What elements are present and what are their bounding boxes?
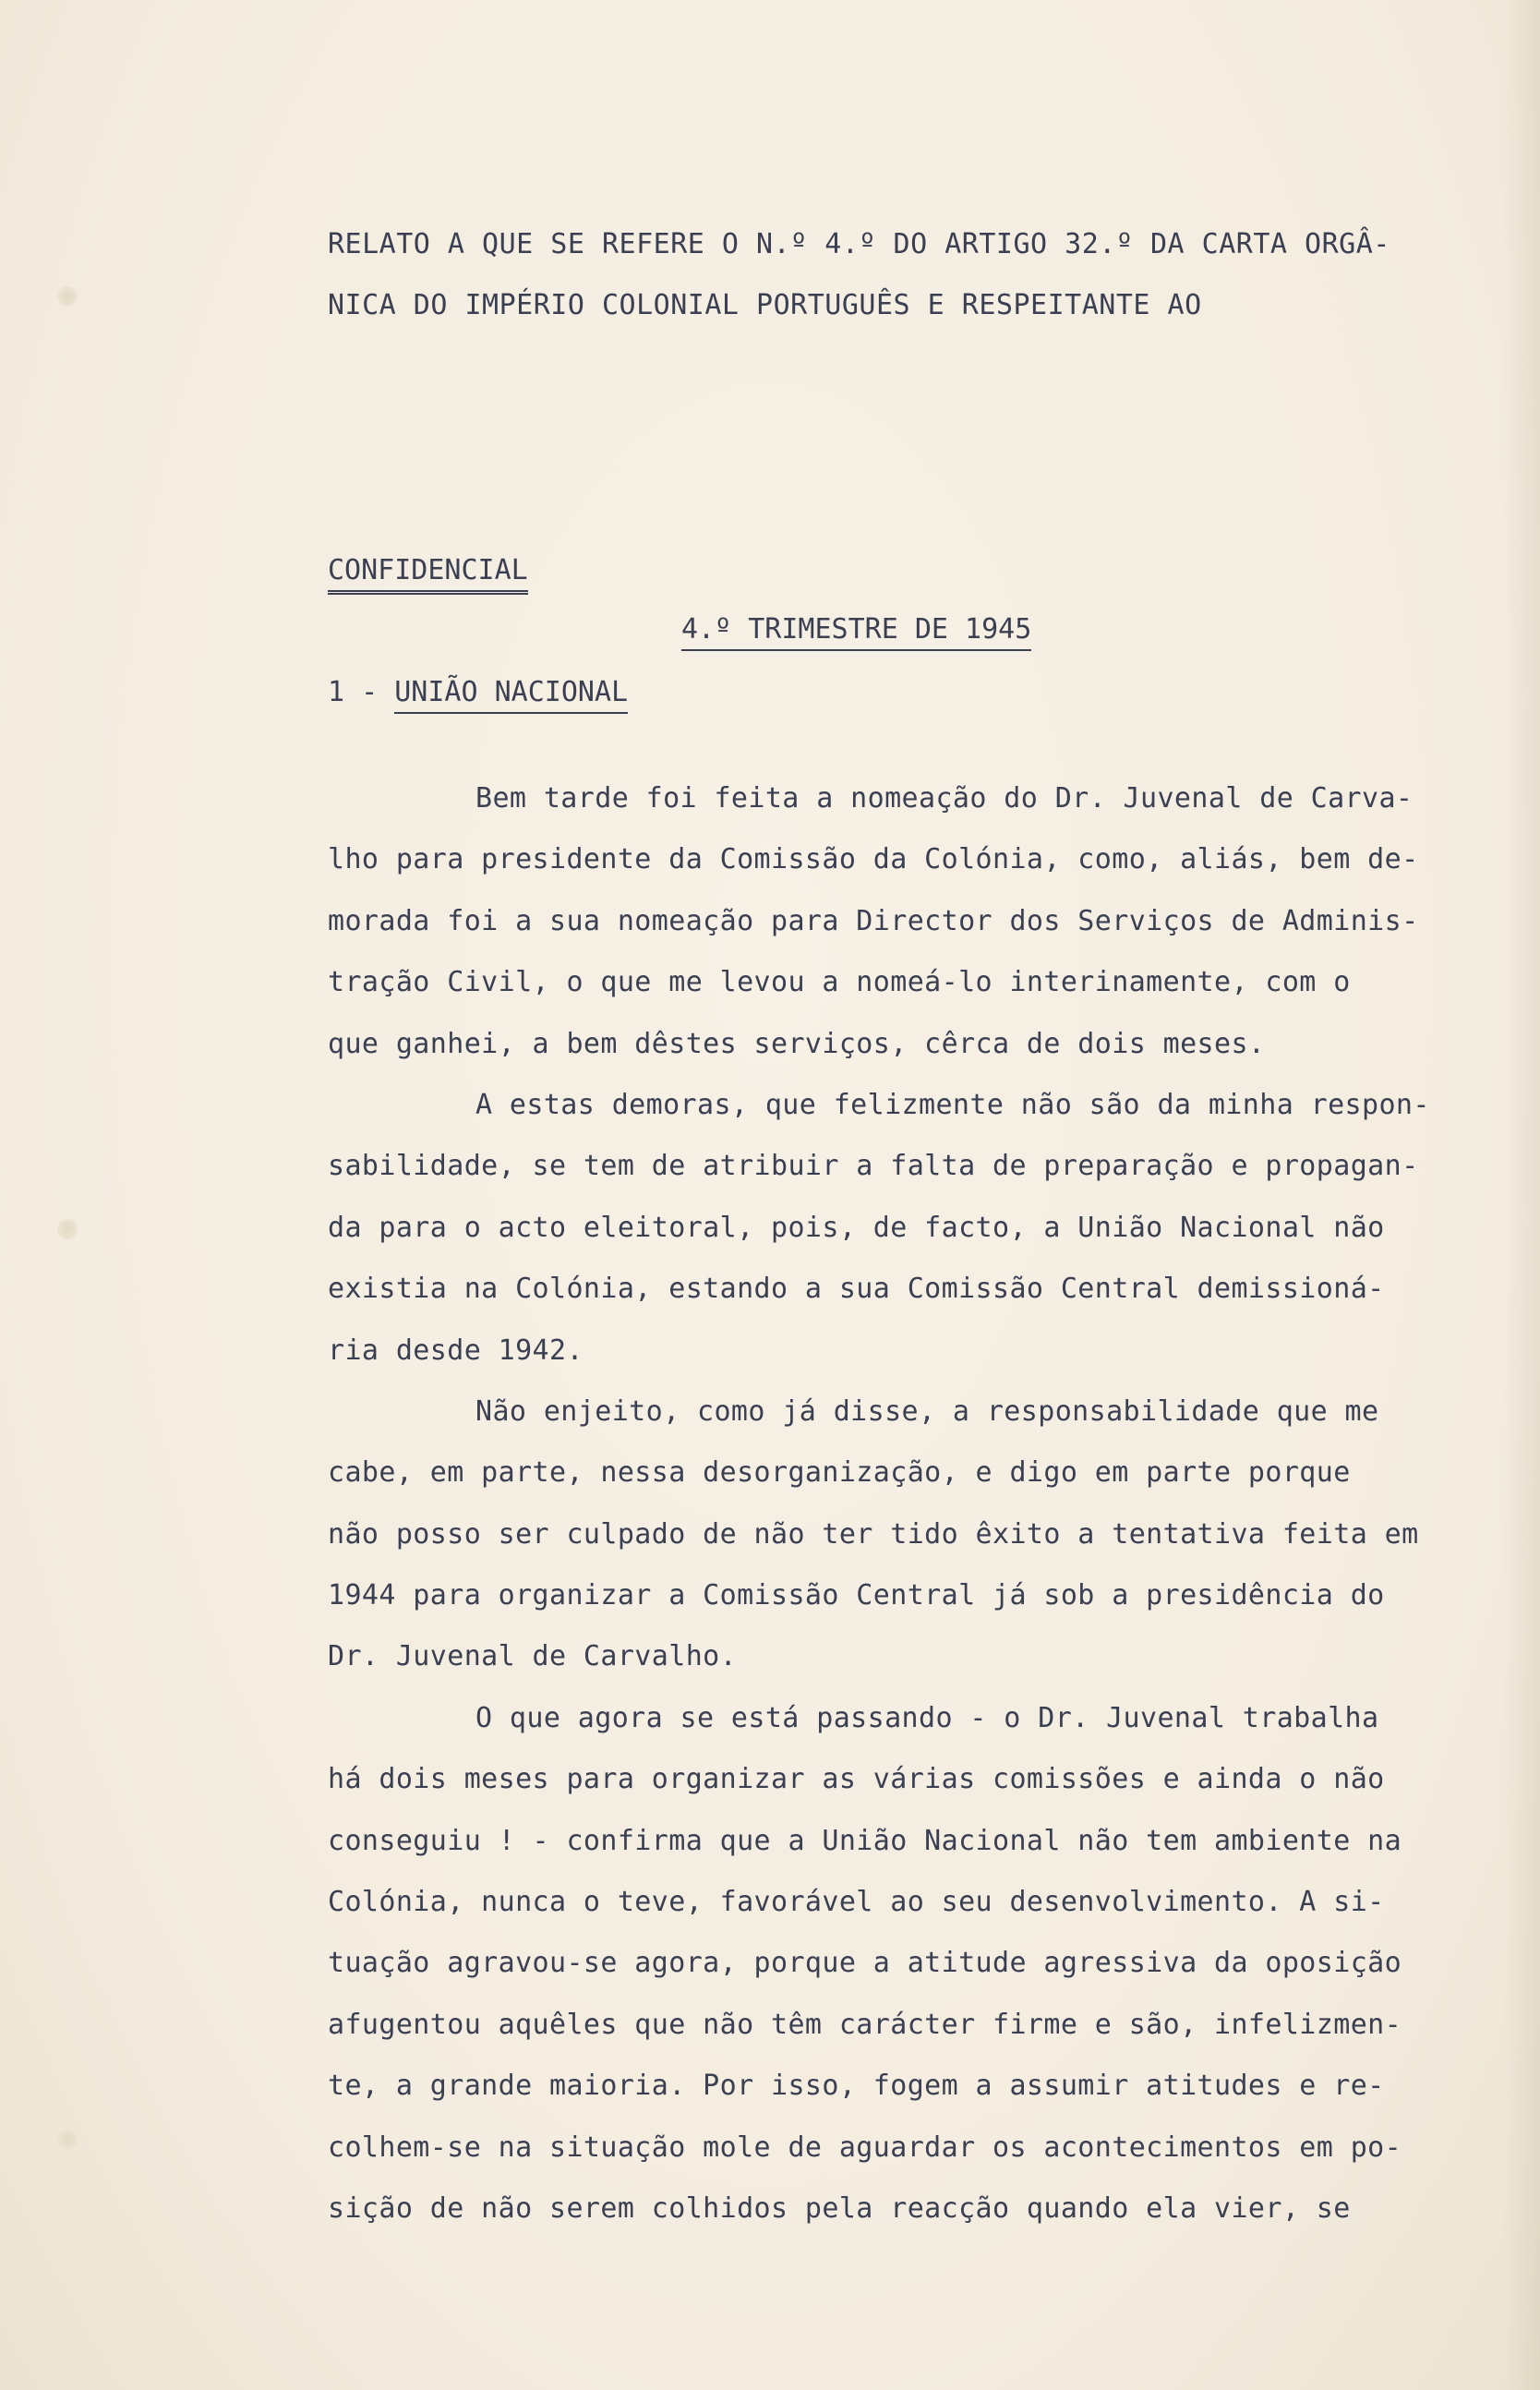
header-line: RELATO A QUE SE REFERE O N.º 4.º DO ARTIGO 32.º DA CARTA ORGÂ- bbox=[328, 228, 1390, 260]
reporting-period bbox=[681, 613, 1031, 651]
section-number: 1 - bbox=[328, 676, 395, 708]
text-line: Não enjeito, como já disse, a responsabilidade que me bbox=[475, 1394, 1379, 1428]
text-line: conseguiu ! - confirma que a União Nacional não tem ambiente na bbox=[328, 1824, 1402, 1857]
text-line: A estas demoras, que felizmente não são da minha respon- bbox=[475, 1088, 1430, 1121]
document-body bbox=[328, 214, 1519, 2225]
classification-label bbox=[328, 554, 528, 595]
text-line: cabe, em parte, nessa desorganização, e digo em parte porque bbox=[328, 1456, 1351, 1490]
punch-hole-mark bbox=[57, 2130, 78, 2150]
text-line: ria desde 1942. bbox=[328, 1334, 584, 1367]
text-line: colhem-se na situação mole de aguardar os acontecimentos em po- bbox=[328, 2130, 1402, 2164]
text-line: tração Civil, o que me levou a nomeá-lo interinamente, com o bbox=[328, 966, 1351, 999]
punch-hole-mark bbox=[57, 286, 78, 307]
reporting-period-text: 4.º TRIMESTRE DE 1945 bbox=[681, 613, 1031, 651]
text-line: te, a grande maioria. Por isso, fogem a assumir atitudes e re- bbox=[328, 2070, 1385, 2103]
text-line: 1944 para organizar a Comissão Central já sob a presidência do bbox=[328, 1579, 1385, 1612]
text-line: não posso ser culpado de não ter tido êxito a tentativa feita em bbox=[328, 1517, 1419, 1551]
text-line: há dois meses para organizar as várias comissões e ainda o não bbox=[328, 1763, 1385, 1796]
text-line: que ganhei, a bem dêstes serviços, cêrca de dois meses. bbox=[328, 1027, 1266, 1060]
text-line: Colónia, nunca o teve, favorável ao seu desenvolvimento. A si- bbox=[328, 1886, 1385, 1919]
text-line: sabilidade, se tem de atribuir a falta de preparação e propagan- bbox=[328, 1150, 1419, 1183]
punch-hole-mark bbox=[57, 1219, 78, 1239]
header-line: NICA DO IMPÉRIO COLONIAL PORTUGUÊS E RESPEITANTE AO bbox=[328, 289, 1202, 321]
text-line: morada foi a sua nomeação para Director dos Serviços de Adminis- bbox=[328, 904, 1419, 937]
section-heading bbox=[328, 676, 628, 714]
text-line: O que agora se está passando - o Dr. Juvenal trabalha bbox=[475, 1701, 1379, 1734]
body-text bbox=[328, 768, 1519, 2239]
text-line: Bem tarde foi feita a nomeação do Dr. Juvenal de Carva- bbox=[475, 782, 1414, 815]
text-line: Dr. Juvenal de Carvalho. bbox=[328, 1640, 738, 1673]
text-line: tuação agravou-se agora, porque a atitude agressiva da oposição bbox=[328, 1947, 1402, 1980]
text-line: sição de não serem colhidos pela reacção quando ela vier, se bbox=[328, 2191, 1351, 2225]
text-line: afugentou aquêles que não têm carácter firme e são, infelizmen- bbox=[328, 2008, 1402, 2041]
text-line: da para o acto eleitoral, pois, de facto, a União Nacional não bbox=[328, 1211, 1385, 1244]
section-title: UNIÃO NACIONAL bbox=[394, 676, 628, 714]
classification-text: CONFIDENCIAL bbox=[328, 554, 528, 595]
text-line: existia na Colónia, estando a sua Comissão Central demissioná- bbox=[328, 1273, 1385, 1306]
text-line: lho para presidente da Comissão da Colónia, como, aliás, bem de- bbox=[328, 843, 1419, 876]
